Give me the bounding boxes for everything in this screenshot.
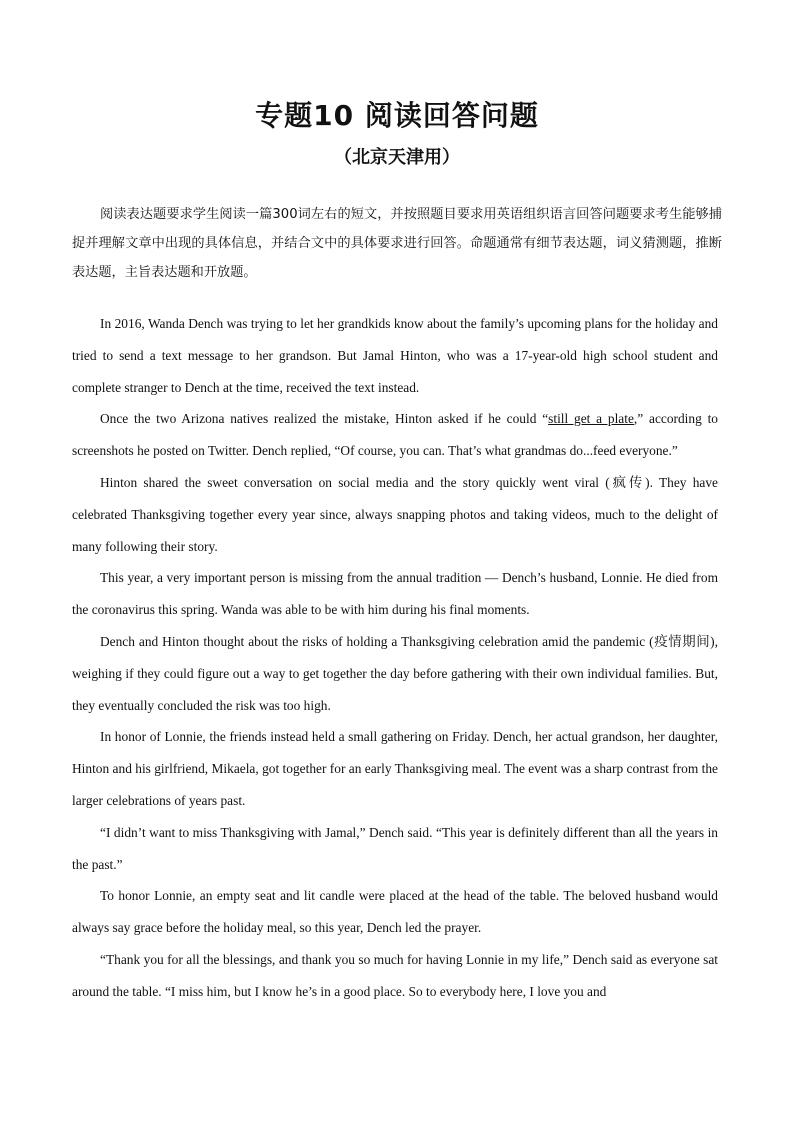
document-subtitle: （北京天津用） bbox=[334, 147, 460, 168]
paragraph-2-text-after: ,” according to screenshots he posted on Twitter. Dench replied, “Of course, you can. That’s what grandmas do...feed everyone.” bbox=[72, 411, 718, 459]
reading-passage bbox=[72, 308, 718, 1008]
passage-paragraph-9: “Thank you for all the blessings, and thank you so much for having Lonnie in my life,” Dench said as everyone sat around the table. “I miss him, but I know he’s in a good place. So to everybody here, I love you and bbox=[72, 951, 718, 999]
passage-paragraph-8: To honor Lonnie, an empty seat and lit candle were placed at the head of the table. The beloved husband would always say grace before the holiday meal, so this year, Dench led the prayer. bbox=[72, 888, 718, 936]
paragraph-2-text-before: Once the two Arizona natives realized the mistake, Hinton asked if he could “ bbox=[100, 411, 549, 427]
passage-paragraph-3: Hinton shared the sweet conversation on social media and the story quickly went viral (疯传). They have celebrated Thanksgiving together every year since, always snapping photos and taking videos, much to the delight of many following their story. bbox=[72, 474, 718, 554]
passage-paragraph-7: “I didn’t want to miss Thanksgiving with Jamal,” Dench said. “This year is definitely different than all the years in the past.” bbox=[72, 824, 718, 872]
underlined-phrase: still get a plate bbox=[548, 411, 634, 427]
passage-paragraph-4: This year, a very important person is missing from the annual tradition — Dench’s husband, Lonnie. He died from the coronavirus this spring. Wanda was able to be with him during his final moments. bbox=[72, 570, 718, 618]
passage-paragraph-6: In honor of Lonnie, the friends instead held a small gathering on Friday. Dench, her actual grandson, her daughter, Hinton and his girlfriend, Mikaela, got together for an early Thanksgiving meal. The event was a sharp contrast from the larger celebrations of years past. bbox=[72, 729, 718, 808]
passage-paragraph-5: Dench and Hinton thought about the risks of holding a Thanksgiving celebration amid the pandemic (疫情期间), weighing if they could figure out a way to get together the day before gathering with their own individual families. But, they eventually concluded the risk was too high. bbox=[72, 633, 718, 713]
passage-paragraph-1: In 2016, Wanda Dench was trying to let her grandkids know about the family’s upcoming plans for the holiday and tried to send a text message to her grandson. But Jamal Hinton, who was a 17-year-old high school student and complete stranger to Dench at the time, received the text instead. bbox=[72, 316, 718, 395]
passage-paragraph-2 bbox=[72, 403, 718, 467]
document-title: 专题10 阅读回答问题 bbox=[255, 99, 539, 132]
intro-paragraph: 阅读表达题要求学生阅读一篇300词左右的短文，并按照题目要求用英语组织语言回答问题要求考生能够捕捉并理解文章中出现的具体信息，并结合文中的具体要求进行回答。命题通常有细节表达题，词义猜测题，推断表达题，主旨表达题和开放题。 bbox=[72, 207, 722, 280]
